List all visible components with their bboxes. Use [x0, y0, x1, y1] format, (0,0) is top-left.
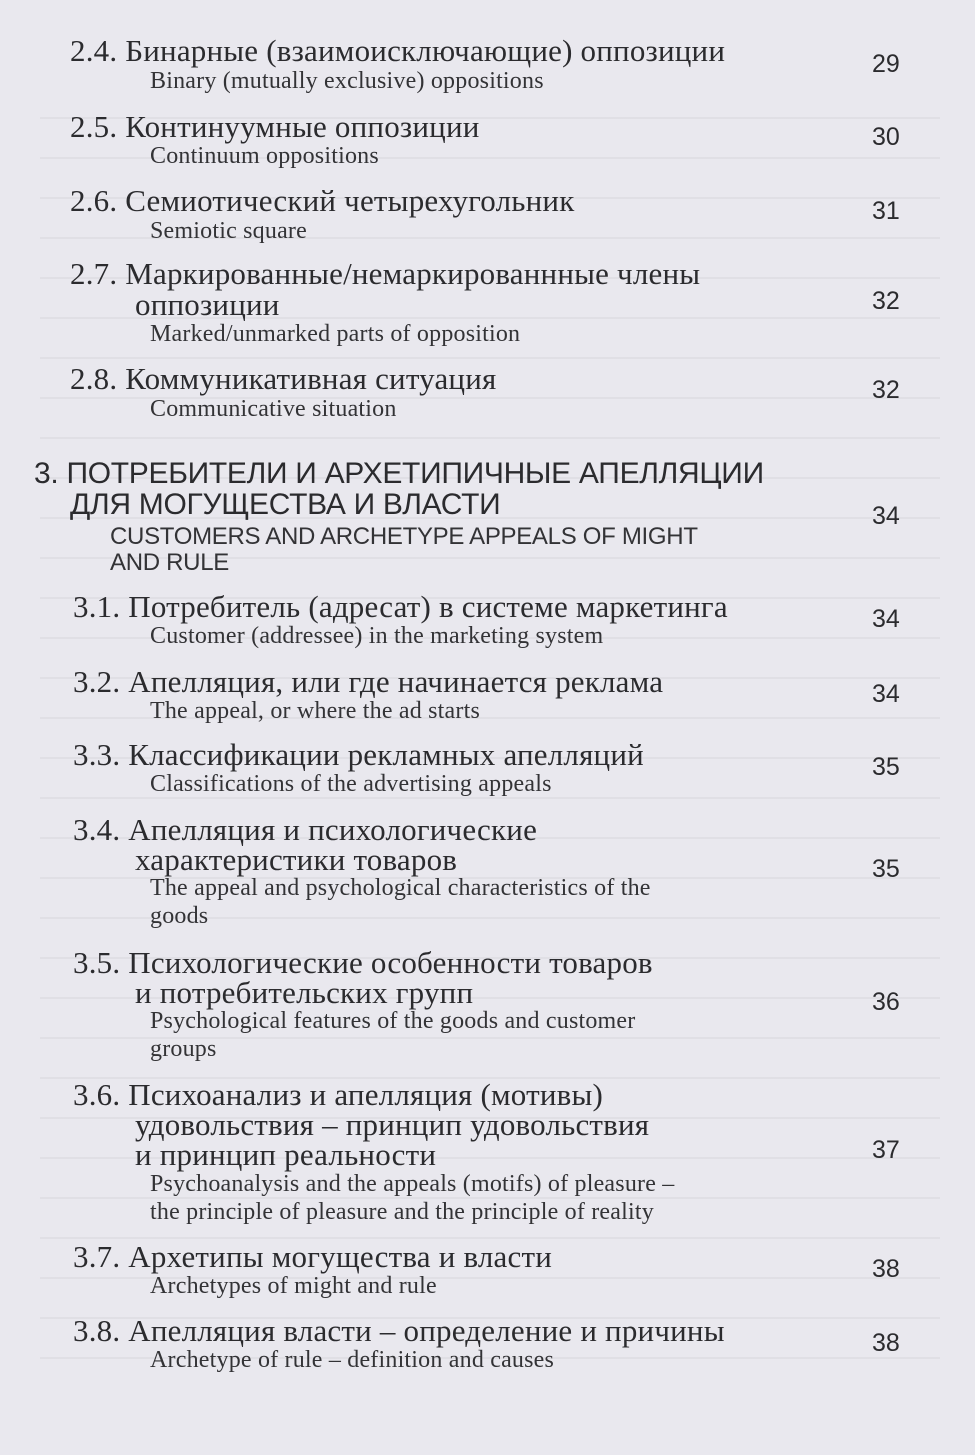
- entry-title-en-line2: groups: [150, 1036, 217, 1062]
- entry-title-ru-line2: удовольствия – принцип удовольствия: [135, 1107, 650, 1142]
- page-number: 38: [872, 1255, 900, 1283]
- entry-title-ru: 2.5. Континуумные оппозиции: [70, 109, 480, 144]
- page-number: 32: [872, 287, 900, 315]
- entry-title-en: Classifications of the advertising appeals: [150, 771, 552, 797]
- entry-title-en: Communicative situation: [150, 396, 397, 422]
- entry-title-en: Psychological features of the goods and customer: [150, 1008, 636, 1034]
- entry-title-en: Psychoanalysis and the appeals (motifs) of pleasure –: [150, 1171, 675, 1197]
- page-number: 31: [872, 197, 900, 225]
- entry-title-ru-line3: и принцип реальности: [135, 1137, 437, 1172]
- entry-title-en: Marked/unmarked parts of opposition: [150, 321, 521, 347]
- entry-title-ru: 3.6. Психоанализ и апелляция (мотивы): [73, 1077, 604, 1112]
- entry-title-en: Archetypes of might and rule: [150, 1273, 437, 1299]
- entry-title-ru-line2: оппозиции: [135, 287, 280, 322]
- chapter-title-en: CUSTOMERS AND ARCHETYPE APPEALS OF MIGHT: [110, 523, 698, 550]
- page-number: 36: [872, 988, 900, 1016]
- page-number: 38: [872, 1329, 900, 1357]
- entry-title-en: The appeal, or where the ad starts: [150, 698, 480, 724]
- page-number: 35: [872, 753, 900, 781]
- entry-title-ru: 3.1. Потребитель (адресат) в системе маркетинга: [73, 589, 728, 624]
- entry-title-en: Continuum oppositions: [150, 143, 379, 169]
- entry-title-ru: 2.4. Бинарные (взаимоисключающие) оппозиции: [70, 33, 726, 68]
- entry-title-en-line2: goods: [150, 903, 209, 929]
- entry-title-en: Customer (addressee) in the marketing system: [150, 623, 604, 649]
- page-number: 35: [872, 855, 900, 883]
- page-number: 29: [872, 50, 900, 78]
- entry-title-en: Binary (mutually exclusive) oppositions: [150, 68, 544, 94]
- chapter-title-en-line2: AND RULE: [110, 549, 229, 576]
- entry-title-ru-line2: и потребительских групп: [135, 975, 474, 1010]
- entry-title-ru-line2: характеристики товаров: [135, 842, 458, 877]
- entry-title-ru: 3.2. Апелляция, или где начинается реклама: [73, 664, 664, 699]
- page-number: 30: [872, 123, 900, 151]
- page-number: 34: [872, 502, 900, 530]
- entry-title-ru: 3.8. Апелляция власти – определение и причины: [73, 1313, 725, 1348]
- entry-title-ru: 3.7. Архетипы могущества и власти: [73, 1239, 553, 1274]
- chapter-title-ru: 3. ПОТРЕБИТЕЛИ И АРХЕТИПИЧНЫЕ АПЕЛЛЯЦИИ: [34, 457, 764, 490]
- chapter-title-ru-line2: ДЛЯ МОГУЩЕСТВА И ВЛАСТИ: [70, 488, 501, 521]
- page-number: 37: [872, 1136, 900, 1164]
- page-number: 34: [872, 680, 900, 708]
- entry-title-en-line2: the principle of pleasure and the principle of reality: [150, 1199, 654, 1225]
- entry-title-en: The appeal and psychological characteristics of the: [150, 875, 651, 901]
- entry-title-ru: 2.8. Коммуникативная ситуация: [70, 361, 497, 396]
- entry-title-en: Semiotic square: [150, 218, 307, 244]
- entry-title-ru: 2.6. Семиотический четырехугольник: [70, 183, 575, 218]
- page-number: 32: [872, 376, 900, 404]
- entry-title-ru: 2.7. Маркированные/немаркированнные члены: [70, 256, 701, 291]
- page-number: 34: [872, 605, 900, 633]
- entry-title-ru: 3.4. Апелляция и психологические: [73, 812, 538, 847]
- entry-title-ru: 3.5. Психологические особенности товаров: [73, 945, 653, 980]
- entry-title-ru: 3.3. Классификации рекламных апелляций: [73, 737, 644, 772]
- entry-title-en: Archetype of rule – definition and causes: [150, 1347, 555, 1373]
